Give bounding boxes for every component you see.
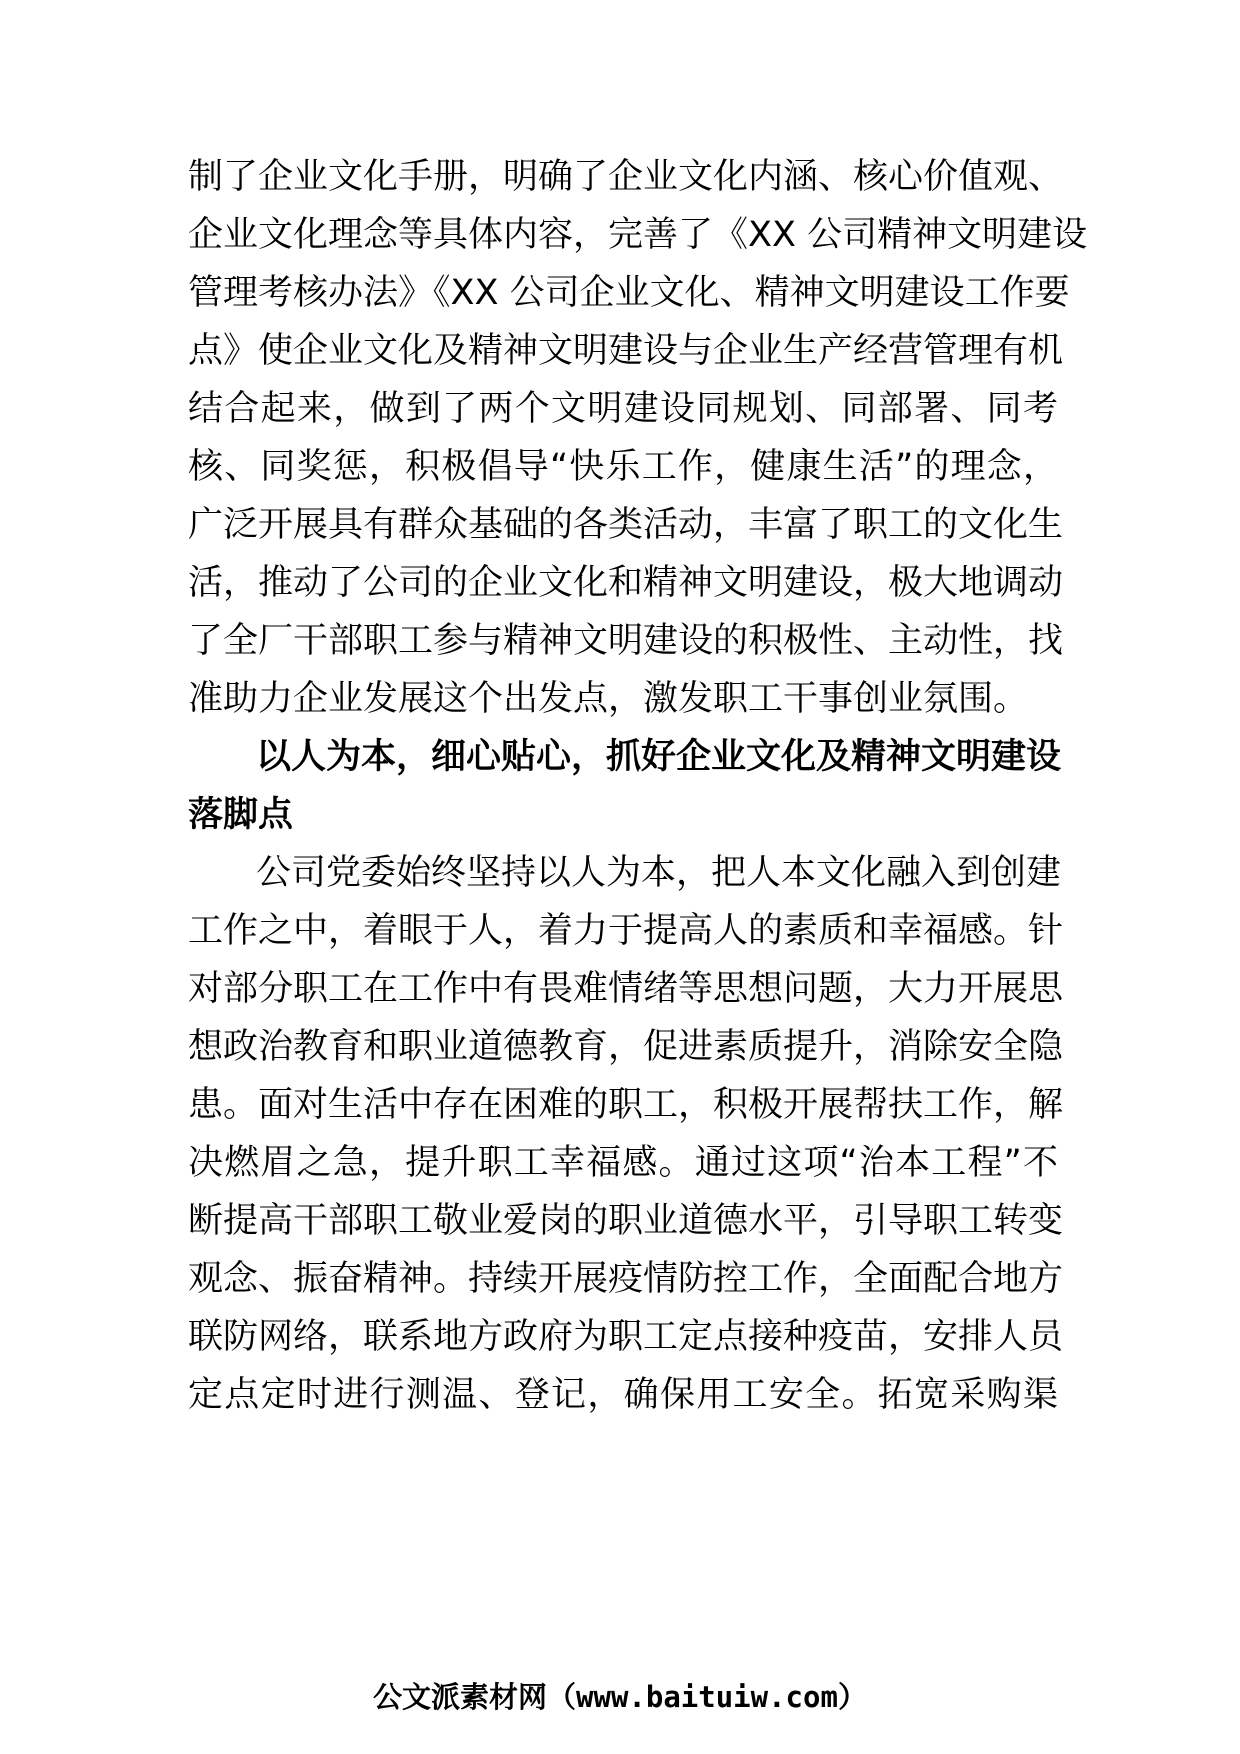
body-line-1: 制了企业文化手册，明确了企业文化内涵、核心价值观、 (188, 157, 1064, 197)
body-line-5: 结合起来，做到了两个文明建设同规划、同部署、同考 (188, 389, 1058, 429)
body-line-4: 点》使企业文化及精神文明建设与企业生产经营管理有机 (188, 331, 1064, 371)
paragraph2-line-2: 工作之中，着眼于人，着力于提高人的素质和幸福感。针 (188, 911, 1064, 951)
footer-site-name: 公文派素材网 (373, 1680, 548, 1714)
paragraph2-line-5: 患。面对生活中存在困难的职工，积极开展帮扶工作，解 (188, 1085, 1064, 1125)
section-heading-line-2: 落脚点 (188, 795, 294, 835)
body-line-8: 活，推动了公司的企业文化和精神文明建设，极大地调动 (188, 563, 1064, 603)
body-line-9: 了全厂干部职工参与精神文明建设的积极性、主动性，找 (188, 621, 1064, 661)
page-footer (0, 1672, 1240, 1722)
paragraph2-line-1: 公司党委始终坚持以人为本，把人本文化融入到创建 (256, 853, 1062, 893)
body-line-6: 核、同奖惩，积极倡导“快乐工作，健康生活”的理念， (188, 447, 1058, 487)
body-line-7: 广泛开展具有群众基础的各类活动，丰富了职工的文化生 (188, 505, 1064, 545)
footer-url[interactable]: （www.baituiw.com） (547, 1680, 867, 1714)
paragraph2-line-3: 对部分职工在工作中有畏难情绪等思想问题，大力开展思 (188, 969, 1064, 1009)
paragraph2-line-9: 联防网络，联系地方政府为职工定点接种疫苗，安排人员 (188, 1317, 1064, 1357)
paragraph2-line-8: 观念、振奋精神。持续开展疫情防控工作，全面配合地方 (188, 1259, 1064, 1299)
paragraph2-line-6: 决燃眉之急，提升职工幸福感。通过这项“治本工程”不 (188, 1143, 1058, 1183)
paragraph2-line-10: 定点定时进行测温、登记，确保用工安全。拓宽采购渠 (188, 1375, 1058, 1415)
body-line-10: 准助力企业发展这个出发点，激发职工干事创业氛围。 (188, 679, 1029, 719)
section-heading-line-1: 以人为本，细心贴心，抓好企业文化及精神文明建设 (256, 737, 1062, 777)
body-line-2: 企业文化理念等具体内容，完善了《XX 公司精神文明建设 (188, 215, 1088, 255)
paragraph2-line-7: 断提高干部职工敬业爱岗的职业道德水平，引导职工转变 (188, 1201, 1064, 1241)
paragraph2-line-4: 想政治教育和职业道德教育，促进素质提升，消除安全隐 (188, 1027, 1064, 1067)
body-line-3: 管理考核办法》《XX 公司企业文化、精神文明建设工作要 (188, 273, 1070, 313)
